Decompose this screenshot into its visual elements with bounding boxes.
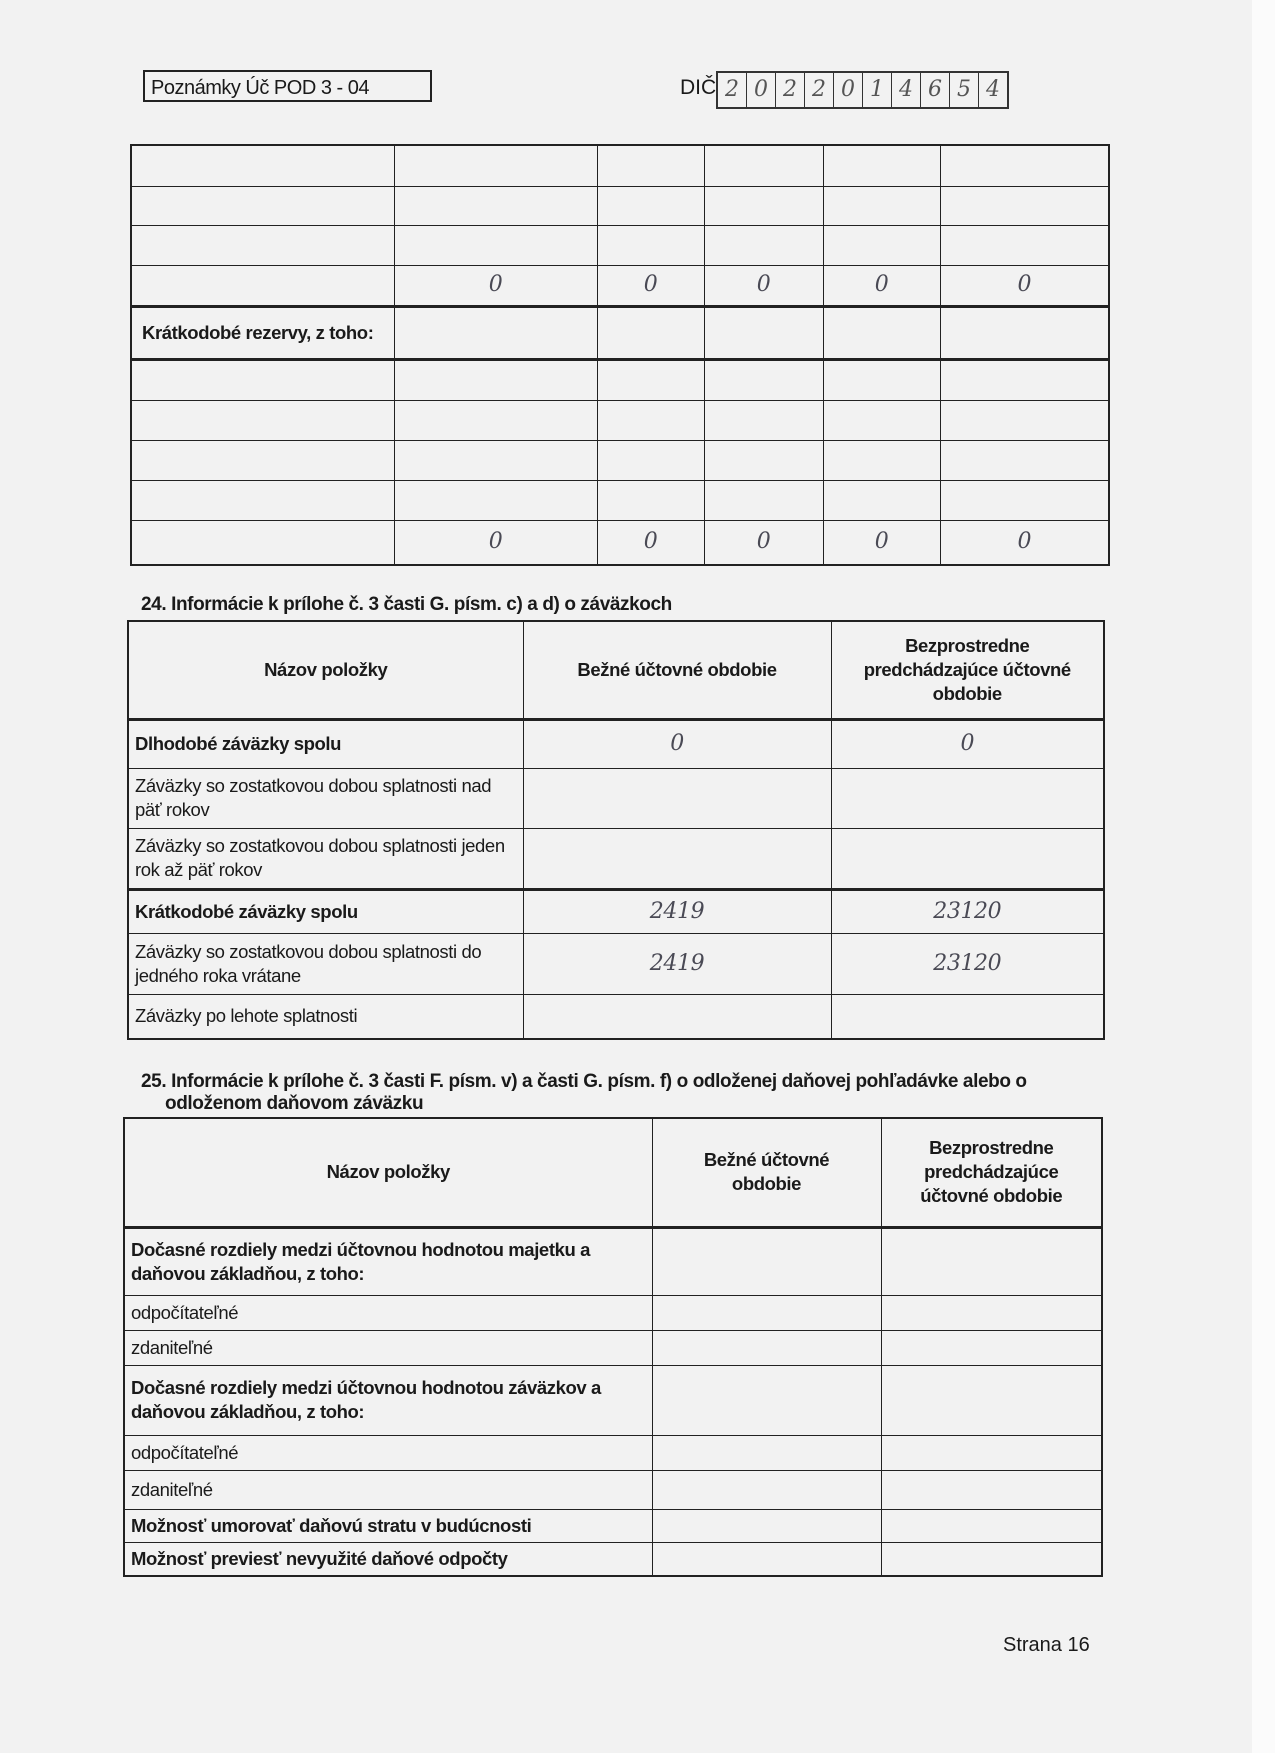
dic-digit[interactable]: 0 (834, 73, 863, 107)
table-row (131, 265, 1109, 306)
value-cell[interactable] (823, 440, 940, 480)
value-cell[interactable] (704, 145, 823, 186)
dic-digit[interactable]: 5 (950, 73, 979, 107)
row-label: Záväzky so zostatkovou dobou splatnosti nad päť rokov (128, 768, 523, 828)
table-row (131, 145, 1109, 186)
current-period-value[interactable] (652, 1435, 881, 1470)
value-cell[interactable] (823, 400, 940, 440)
row-label: Dočasné rozdiely medzi účtovnou hodnotou majetku a daňovou základňou, z toho: (124, 1227, 652, 1295)
value-cell[interactable]: 0 (704, 520, 823, 565)
value-cell[interactable] (394, 145, 597, 186)
column-header-current: Bežné účtovné obdobie (523, 621, 831, 719)
previous-period-value[interactable] (831, 994, 1104, 1039)
form-title: Poznámky Úč POD 3 - 04 (143, 70, 432, 102)
table-row (124, 1330, 1102, 1365)
column-header-name: Názov položky (124, 1118, 652, 1227)
previous-period-value[interactable] (831, 828, 1104, 889)
value-cell[interactable] (823, 145, 940, 186)
dic-digit[interactable]: 0 (747, 73, 776, 107)
value-cell[interactable] (704, 359, 823, 400)
row-label (131, 400, 394, 440)
column-header-previous: Bezprostredne predchádzajúce účtovné obdobie (831, 621, 1104, 719)
row-label: Záväzky so zostatkovou dobou splatnosti jeden rok až päť rokov (128, 828, 523, 889)
value-cell[interactable] (940, 225, 1109, 265)
current-period-value[interactable] (523, 768, 831, 828)
dic-digit[interactable]: 2 (776, 73, 805, 107)
value-cell[interactable] (823, 306, 940, 359)
previous-period-value[interactable]: 23120 (831, 889, 1104, 933)
top-table (130, 144, 1110, 566)
row-label (131, 186, 394, 225)
value-cell[interactable] (940, 306, 1109, 359)
table-row (124, 1227, 1102, 1295)
current-period-value[interactable] (523, 828, 831, 889)
section-24-heading: 24. Informácie k prílohe č. 3 časti G. písm. c) a d) o záväzkoch (141, 594, 672, 615)
dic-digit[interactable]: 2 (718, 73, 747, 107)
table-row (131, 306, 1109, 359)
value-cell[interactable] (597, 359, 704, 400)
value-cell[interactable] (940, 359, 1109, 400)
previous-period-value[interactable] (881, 1365, 1102, 1435)
current-period-value[interactable]: 2419 (523, 889, 831, 933)
previous-period-value[interactable] (881, 1509, 1102, 1542)
row-label (131, 359, 394, 400)
page-edge (1252, 0, 1275, 1753)
value-cell[interactable] (597, 306, 704, 359)
value-cell[interactable] (597, 225, 704, 265)
value-cell[interactable] (704, 400, 823, 440)
dic-digit[interactable]: 1 (863, 73, 892, 107)
value-cell[interactable] (823, 480, 940, 520)
dic-digit[interactable]: 6 (921, 73, 950, 107)
table-row (124, 1435, 1102, 1470)
table-row (128, 933, 1104, 994)
page-number: Strana 16 (1003, 1634, 1090, 1656)
value-cell[interactable] (704, 186, 823, 225)
table-row (131, 186, 1109, 225)
current-period-value[interactable]: 2419 (523, 933, 831, 994)
deferred-tax-table (123, 1117, 1103, 1577)
row-label: Záväzky so zostatkovou dobou splatnosti do jedného roka vrátane (128, 933, 523, 994)
row-label (131, 225, 394, 265)
current-period-value[interactable] (652, 1542, 881, 1576)
value-cell[interactable] (704, 480, 823, 520)
row-label (131, 440, 394, 480)
value-cell[interactable] (704, 225, 823, 265)
current-period-value[interactable]: 0 (523, 719, 831, 768)
previous-period-value[interactable] (881, 1227, 1102, 1295)
table-row (131, 400, 1109, 440)
value-cell[interactable]: 0 (704, 265, 823, 306)
row-label: Možnosť umorovať daňovú stratu v budúcnosti (124, 1509, 652, 1542)
value-cell[interactable] (597, 480, 704, 520)
row-label (131, 265, 394, 306)
dic-digit[interactable]: 4 (892, 73, 921, 107)
table-row (124, 1365, 1102, 1435)
previous-period-value[interactable] (831, 768, 1104, 828)
column-header-current: Bežné účtovné obdobie (652, 1118, 881, 1227)
table-row (128, 768, 1104, 828)
table-row (128, 889, 1104, 933)
previous-period-value[interactable] (881, 1542, 1102, 1576)
value-cell[interactable] (597, 400, 704, 440)
value-cell[interactable]: 0 (597, 520, 704, 565)
value-cell[interactable] (394, 400, 597, 440)
table-row (124, 1542, 1102, 1576)
row-label (131, 145, 394, 186)
current-period-value[interactable] (523, 994, 831, 1039)
value-cell[interactable]: 0 (394, 265, 597, 306)
table-row (131, 480, 1109, 520)
row-label: Dočasné rozdiely medzi účtovnou hodnotou záväzkov a daňovou základňou, z toho: (124, 1365, 652, 1435)
value-cell[interactable] (597, 145, 704, 186)
row-label: Záväzky po lehote splatnosti (128, 994, 523, 1039)
dic-digit[interactable]: 4 (986, 77, 1000, 102)
previous-period-value[interactable] (881, 1435, 1102, 1470)
table-row (131, 520, 1109, 565)
value-cell[interactable] (394, 306, 597, 359)
value-cell[interactable] (394, 225, 597, 265)
liabilities-table (127, 620, 1105, 1040)
current-period-value[interactable] (652, 1295, 881, 1330)
row-label: zdaniteľné (124, 1470, 652, 1509)
table-row (131, 359, 1109, 400)
current-period-value[interactable] (652, 1509, 881, 1542)
value-cell[interactable] (823, 225, 940, 265)
row-label: Krátkodobé záväzky spolu (128, 889, 523, 933)
previous-period-value[interactable]: 0 (831, 719, 1104, 768)
value-cell[interactable]: 0 (823, 520, 940, 565)
value-cell[interactable] (940, 400, 1109, 440)
current-period-value[interactable] (652, 1365, 881, 1435)
value-cell[interactable] (940, 480, 1109, 520)
dic-label: DIČ (680, 76, 717, 99)
table-row (128, 719, 1104, 768)
value-cell[interactable] (394, 186, 597, 225)
value-cell[interactable]: 0 (940, 520, 1109, 565)
row-label: zdaniteľné (124, 1330, 652, 1365)
value-cell[interactable] (394, 440, 597, 480)
value-cell[interactable] (597, 186, 704, 225)
value-cell[interactable] (940, 186, 1109, 225)
table-row (124, 1509, 1102, 1542)
previous-period-value[interactable] (881, 1470, 1102, 1509)
table-row (124, 1295, 1102, 1330)
table-row (128, 828, 1104, 889)
column-header-name: Názov položky (128, 621, 523, 719)
dic-field[interactable] (716, 71, 1009, 109)
row-label: odpočítateľné (124, 1435, 652, 1470)
value-cell[interactable]: 0 (597, 265, 704, 306)
value-cell[interactable] (940, 145, 1109, 186)
table-row (131, 440, 1109, 480)
value-cell[interactable] (597, 440, 704, 480)
value-cell[interactable] (823, 186, 940, 225)
previous-period-value[interactable] (881, 1330, 1102, 1365)
current-period-value[interactable] (652, 1470, 881, 1509)
table-row (124, 1470, 1102, 1509)
row-label (131, 480, 394, 520)
current-period-value[interactable] (652, 1330, 881, 1365)
value-cell[interactable]: 0 (823, 265, 940, 306)
value-cell[interactable] (823, 359, 940, 400)
row-label: Krátkodobé rezervy, z toho: (131, 306, 394, 359)
previous-period-value[interactable]: 23120 (831, 933, 1104, 994)
row-label: Dlhodobé záväzky spolu (128, 719, 523, 768)
column-header-previous: Bezprostredne predchádzajúce účtovné obdobie (881, 1118, 1102, 1227)
value-cell[interactable] (704, 306, 823, 359)
row-label (131, 520, 394, 565)
section-25-heading: 25. Informácie k prílohe č. 3 časti F. písm. v) a časti G. písm. f) o odloženej daňovej pohľadávke alebo o odloženom daňovom záväzku (141, 1071, 1027, 1114)
row-label: Možnosť previesť nevyužité daňové odpočty (124, 1542, 652, 1576)
table-row (131, 225, 1109, 265)
current-period-value[interactable] (652, 1227, 881, 1295)
value-cell[interactable]: 0 (394, 520, 597, 565)
value-cell[interactable]: 0 (940, 265, 1109, 306)
row-label: odpočítateľné (124, 1295, 652, 1330)
dic-digit[interactable]: 2 (805, 73, 834, 107)
previous-period-value[interactable] (881, 1295, 1102, 1330)
table-row (128, 994, 1104, 1039)
value-cell[interactable] (940, 440, 1109, 480)
value-cell[interactable] (394, 480, 597, 520)
value-cell[interactable] (394, 359, 597, 400)
value-cell[interactable] (704, 440, 823, 480)
